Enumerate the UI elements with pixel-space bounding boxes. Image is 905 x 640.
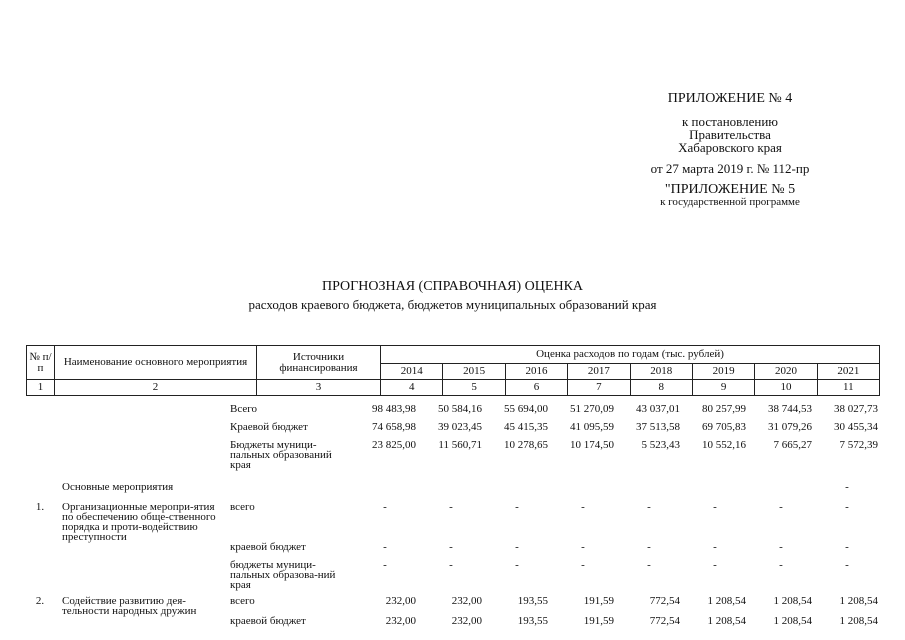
row-value [352, 482, 418, 502]
row-value: 45 415,35 [504, 421, 548, 433]
row-value: 1 208,54 [707, 595, 746, 607]
row-value: - [845, 501, 849, 513]
header-colnum: 7 [568, 380, 630, 396]
appendix-title-2: "ПРИЛОЖЕНИЕ № 5 [664, 182, 796, 197]
row-value: 37 513,58 [636, 421, 680, 433]
row-name: Организационные меропри-ятия по обеспечению обще-ственного порядка и проти-водействию преступности [62, 501, 216, 543]
row-source: бюджеты муници-пальных образова-ний края [230, 559, 336, 591]
row-value: 11 560,71 [438, 439, 482, 451]
row-value: 1 208,54 [707, 615, 746, 627]
table-row [26, 502, 880, 542]
table-row [26, 616, 880, 634]
row-value: 7 665,27 [773, 439, 812, 451]
row-name [54, 404, 228, 422]
row-value: 80 257,99 [702, 403, 746, 415]
row-value: - [515, 559, 519, 571]
row-index [26, 440, 54, 482]
row-source: краевой бюджет [230, 615, 306, 627]
appendix-line: к государственной программе [660, 196, 800, 208]
row-value: 30 455,34 [834, 421, 878, 433]
row-value [616, 482, 682, 502]
appendix-block [630, 92, 830, 209]
row-value: 43 037,01 [636, 403, 680, 415]
row-source: Краевой бюджет [230, 421, 308, 433]
header-colnum: 1 [27, 380, 55, 396]
header-colnum: 8 [630, 380, 692, 396]
row-value: - [713, 559, 717, 571]
header-year: 2018 [630, 364, 692, 380]
table-body [26, 404, 880, 634]
row-index [26, 404, 54, 422]
appendix-line: Хабаровского края [678, 140, 782, 155]
header-colnum: 10 [755, 380, 817, 396]
row-value: - [449, 501, 453, 513]
section-label: Основные мероприятия [62, 481, 174, 493]
row-value: 23 825,00 [372, 439, 416, 451]
row-name: Содействие развитию дея-тельности народных дружин [62, 595, 197, 617]
row-value: - [449, 541, 453, 553]
row-index [26, 482, 54, 502]
row-index: 1. [35, 501, 45, 513]
header-estimate: Оценка расходов по годам (тыс. рублей) [381, 346, 880, 364]
row-name [54, 440, 228, 482]
row-value: 10 278,65 [504, 439, 548, 451]
section-row [26, 482, 880, 502]
header-colnum: 4 [381, 380, 443, 396]
table-header [26, 345, 880, 396]
row-source: всего [230, 595, 255, 607]
row-value: 191,59 [583, 615, 614, 627]
row-value: - [647, 501, 651, 513]
header-year: 2020 [755, 364, 817, 380]
row-value: 10 552,16 [702, 439, 746, 451]
row-value: 38 027,73 [834, 403, 878, 415]
header-year: 2014 [381, 364, 443, 380]
row-name [54, 542, 228, 560]
row-value: 74 658,98 [372, 421, 416, 433]
row-source: краевой бюджет [230, 541, 306, 553]
header-year: 2016 [505, 364, 567, 380]
row-value: - [713, 541, 717, 553]
table-row [26, 422, 880, 440]
header-num: № п/п [27, 346, 55, 380]
appendix-line: к постановлению [681, 114, 779, 129]
row-value: 1 208,54 [839, 615, 878, 627]
row-value: 41 095,59 [570, 421, 614, 433]
title-sub: расходов краевого бюджета, бюджетов муниципальных образований края [248, 297, 657, 312]
row-value: 69 705,83 [702, 421, 746, 433]
row-value: 1 208,54 [773, 595, 812, 607]
row-value: 232,00 [451, 615, 482, 627]
row-value: 1 208,54 [839, 595, 878, 607]
title-main: ПРОГНОЗНАЯ (СПРАВОЧНАЯ) ОЦЕНКА [321, 279, 584, 294]
appendix-date: от 27 марта 2019 г. № 112-пр [650, 161, 810, 176]
row-value: - [581, 541, 585, 553]
row-value: - [515, 501, 519, 513]
header-year: 2021 [817, 364, 879, 380]
row-index: 2. [35, 595, 45, 607]
row-value: 232,00 [385, 615, 416, 627]
row-value [484, 482, 550, 502]
header-colnum: 11 [817, 380, 879, 396]
row-value: 31 079,26 [768, 421, 812, 433]
table-row [26, 542, 880, 560]
row-value: 232,00 [385, 595, 416, 607]
row-value: 191,59 [583, 595, 614, 607]
header-colnum: 9 [692, 380, 754, 396]
row-value [550, 482, 616, 502]
row-value: - [383, 541, 387, 553]
header-colnum: 3 [257, 380, 381, 396]
row-value: 772,54 [649, 595, 680, 607]
row-value: - [713, 501, 717, 513]
document-title [0, 278, 905, 314]
row-value: - [449, 559, 453, 571]
row-index [26, 422, 54, 440]
row-value [682, 482, 748, 502]
appendix-line: Правительства [689, 127, 771, 142]
row-source: Всего [230, 403, 257, 415]
row-name [54, 422, 228, 440]
row-value: - [845, 481, 849, 493]
row-value: - [647, 559, 651, 571]
row-value: 98 483,98 [372, 403, 416, 415]
row-value: 10 174,50 [570, 439, 614, 451]
row-source: всего [230, 501, 255, 513]
header-year: 2019 [692, 364, 754, 380]
row-value: - [779, 541, 783, 553]
appendix-title: ПРИЛОЖЕНИЕ № 4 [667, 91, 793, 106]
row-value: - [845, 541, 849, 553]
row-source: Бюджеты муници-пальных образований края [230, 439, 332, 471]
row-value: 193,55 [517, 615, 548, 627]
header-source: Источники финансирования [257, 346, 381, 380]
header-year: 2017 [568, 364, 630, 380]
row-value: 38 744,53 [768, 403, 812, 415]
row-value: 55 694,00 [504, 403, 548, 415]
header-colnum: 2 [55, 380, 257, 396]
row-index [26, 542, 54, 560]
table-row [26, 440, 880, 482]
row-value: 232,00 [451, 595, 482, 607]
header-year: 2015 [443, 364, 505, 380]
row-value: - [647, 541, 651, 553]
row-value: - [581, 559, 585, 571]
row-value: - [581, 501, 585, 513]
row-index [26, 560, 54, 596]
row-value: - [845, 559, 849, 571]
row-value: - [383, 501, 387, 513]
row-value [418, 482, 484, 502]
row-value: 772,54 [649, 615, 680, 627]
header-name: Наименование основного мероприятия [55, 346, 257, 380]
row-name [54, 616, 228, 634]
row-value: 5 523,43 [641, 439, 680, 451]
table-row [26, 596, 880, 616]
row-value: 50 584,16 [438, 403, 482, 415]
header-colnum: 5 [443, 380, 505, 396]
row-name [54, 560, 228, 596]
table-row [26, 560, 880, 596]
row-value: 51 270,09 [570, 403, 614, 415]
row-value: 193,55 [517, 595, 548, 607]
row-value: 1 208,54 [773, 615, 812, 627]
row-value [748, 482, 814, 502]
row-value: - [515, 541, 519, 553]
row-value: - [779, 501, 783, 513]
row-value: - [779, 559, 783, 571]
row-value: 39 023,45 [438, 421, 482, 433]
row-value: - [383, 559, 387, 571]
table-row [26, 404, 880, 422]
header-colnum: 6 [505, 380, 567, 396]
row-index [26, 616, 54, 634]
row-value: 7 572,39 [839, 439, 878, 451]
